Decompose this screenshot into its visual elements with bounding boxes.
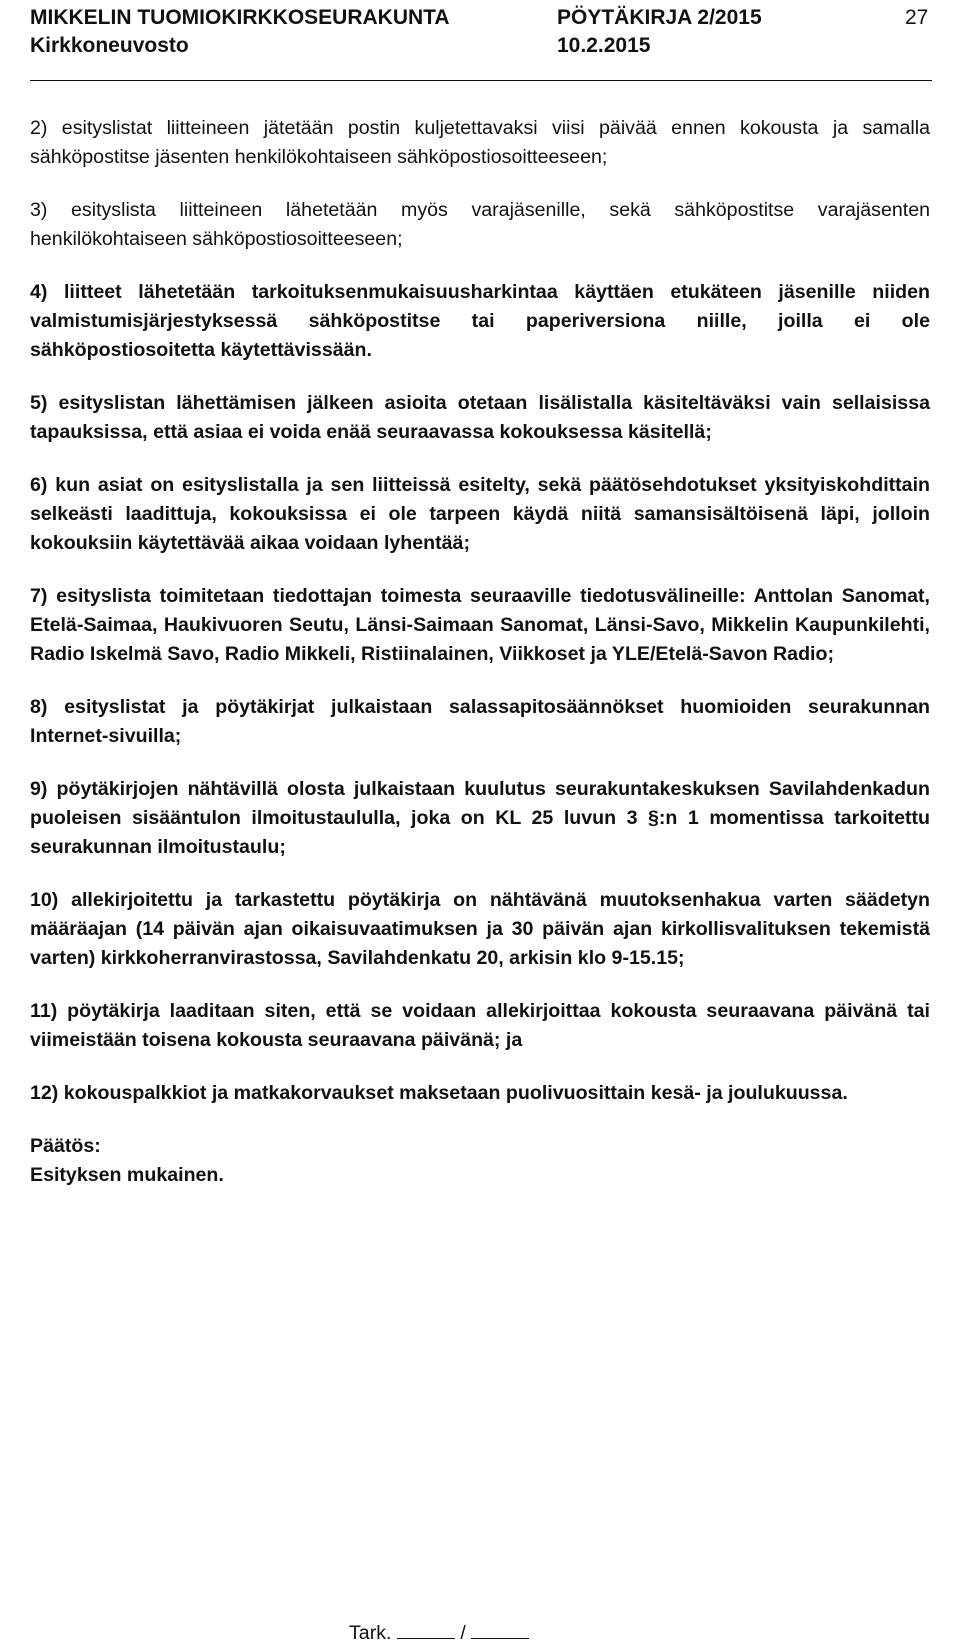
review-label: Tark. — [349, 1622, 392, 1644]
decision-text: Esityksen mukainen. — [30, 1164, 224, 1186]
meeting-date: 10.2.2015 — [557, 34, 651, 57]
organization-name: MIKKELIN TUOMIOKIRKKOSEURAKUNTA — [30, 6, 450, 29]
list-item-10: 10) allekirjoitettu ja tarkastettu pöytäkirja on nähtävänä muutoksenhakua varten säädetyn määräajan (14 päivän ajan oikaisuvaatimuksen ja 30 päivän ajan kirkollisvalituksen tekemistä varten) kirkkoherranvirastossa, Savilahdenkatu 20, arkisin klo 9-15.15; — [30, 889, 930, 969]
header-divider — [30, 80, 932, 81]
review-footer — [349, 1620, 529, 1645]
meeting-body: Kirkkoneuvosto — [30, 34, 189, 57]
list-item-11: 11) pöytäkirja laaditaan siten, että se voidaan allekirjoittaa kokousta seuraavana päivänä tai viimeistään toisena kokousta seuraavana päivänä; ja — [30, 1000, 930, 1051]
list-item-9: 9) pöytäkirjojen nähtävillä olosta julkaistaan kuulutus seurakuntakeskuksen Savilahdenkadun puoleisen sisääntulon ilmoitustaululla, joka on KL 25 luvun 3 §:n 1 momentissa tarkoitettu seurakunnan ilmoitustaulu; — [30, 778, 930, 858]
initials-separator: / — [460, 1622, 466, 1644]
list-item-5: 5) esityslistan lähettämisen jälkeen asioita otetaan lisälistalla käsiteltäväksi vain sellaisissa tapauksissa, että asiaa ei voida enää seuraavassa kokouksessa käsitellä; — [30, 392, 930, 443]
list-item-6: 6) kun asiat on esityslistalla ja sen liitteissä esitelty, sekä päätösehdotukset yksityiskohdittain selkeästi laadittuja, kokouksissa ei ole tarpeen käydä niitä samansisältöisenä läpi, jolloin kokouksiin käytettävää aikaa voidaan lyhentää; — [30, 474, 930, 554]
decision-block — [30, 1132, 930, 1190]
list-item-12: 12) kokouspalkkiot ja matkakorvaukset maksetaan puolivuosittain kesä- ja joulukuussa. — [30, 1082, 848, 1104]
page-number: 27 — [905, 6, 929, 29]
initials-blank-1 — [397, 1620, 455, 1639]
document-header — [30, 4, 930, 60]
list-item-4: 4) liitteet lähetetään tarkoituksenmukaisuusharkintaa käyttäen etukäteen jäsenille niiden valmistumisjärjestyksessä sähköpostitse tai paperiversiona niille, joilla ei ole sähköpostiosoitetta käytettävissään. — [30, 281, 930, 361]
document-title: PÖYTÄKIRJA 2/2015 — [557, 6, 762, 29]
document-body — [30, 114, 930, 1190]
decision-label: Päätös: — [30, 1135, 101, 1157]
initials-blank-2 — [471, 1620, 529, 1639]
list-item-3: 3) esityslista liitteineen lähetetään myös varajäsenille, sekä sähköpostitse varajäsenten henkilökohtaiseen sähköpostiosoitteeseen; — [30, 199, 930, 250]
list-item-7: 7) esityslista toimitetaan tiedottajan toimesta seuraaville tiedotusvälineille: Anttolan Sanomat, Etelä-Saimaa, Haukivuoren Seutu, Länsi-Saimaan Sanomat, Länsi-Savo, Mikkelin Kaupunkilehti, Radio Iskelmä Savo, Radio Mikkeli, Ristiinalainen, Viikkoset ja YLE/Etelä-Savon Radio; — [30, 585, 930, 665]
list-item-8: 8) esityslistat ja pöytäkirjat julkaistaan salassapitosäännökset huomioiden seurakunnan Internet-sivuilla; — [30, 696, 930, 747]
list-item-2: 2) esityslistat liitteineen jätetään postin kuljetettavaksi viisi päivää ennen kokousta ja samalla sähköpostitse jäsenten henkilökohtaiseen sähköpostiosoitteeseen; — [30, 117, 930, 168]
